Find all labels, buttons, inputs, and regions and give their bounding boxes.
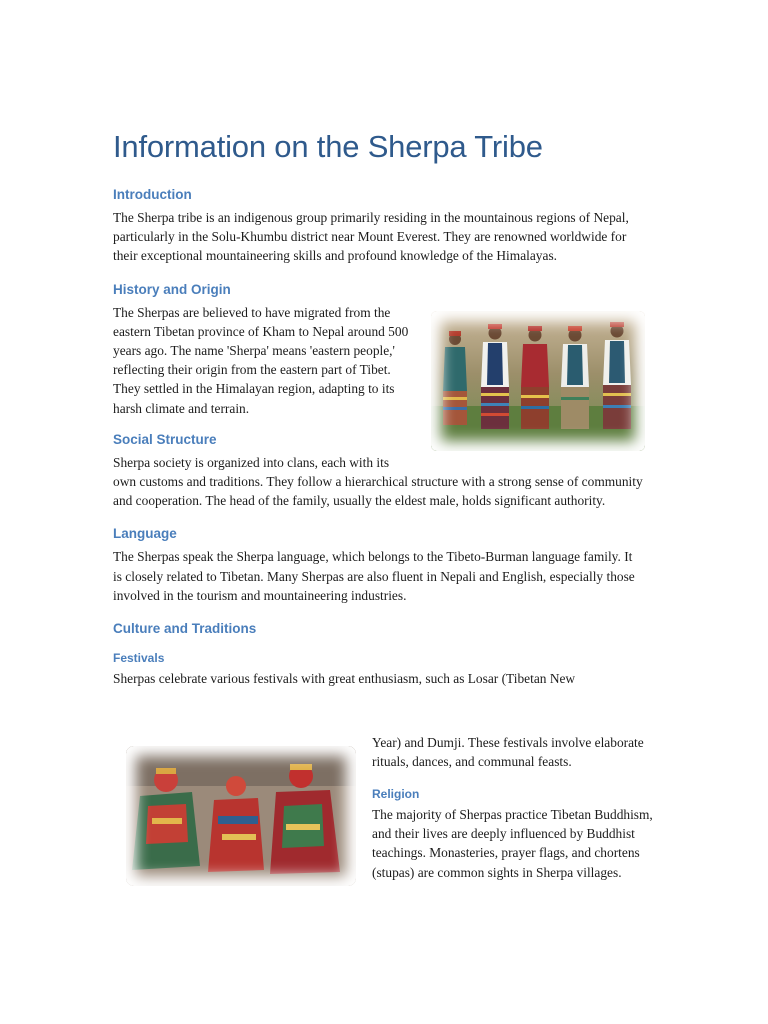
festivals-wrap-column [372, 785, 654, 882]
festivals-section [113, 649, 643, 688]
festivals-heading: Festivals [113, 651, 165, 666]
document-page [113, 126, 643, 688]
history-section [113, 280, 643, 418]
language-text: The Sherpas speak the Sherpa language, which belongs to the Tibeto-Burman language family. It is closely related to Tibetan. Many Sherpas are also fluent in Nepali and English, especially those involved in the tourism and mountaineering industries. [113, 549, 635, 603]
religion-text: The majority of Sherpas practice Tibetan Buddhism, and their lives are deeply influenced by Buddhist teachings. Monasteries, prayer flags, and chortens (stupas) are common sights in Sherpa villages. [372, 807, 653, 880]
women-photo [431, 311, 645, 451]
religion-heading: Religion [372, 787, 420, 801]
history-text: The Sherpas are believed to have migrated from the eastern Tibetan province of Kham to Nepal around 500 years ago. The name 'Sherpa' means 'eastern people,' reflecting their origin from the eastern part of Tibet. They settled in the Himalayan region, adapting to its harsh climate and terrain. [113, 304, 409, 416]
festivals-text: Sherpas celebrate various festivals with great enthusiasm, such as Losar (Tibetan New [113, 671, 576, 687]
social-heading: Social Structure [113, 431, 217, 447]
introduction-text: The Sherpa tribe is an indigenous group primarily residing in the mountainous regions of Nepal, particularly in the Solu-Khumbu district near Mount Everest. They are renowned worldwide for their exceptional mountaineering skills and profound knowledge of the Himalayas. [113, 210, 629, 264]
history-heading: History and Origin [113, 281, 231, 297]
language-heading: Language [113, 526, 177, 542]
language-section [113, 524, 643, 605]
culture-section [113, 619, 643, 639]
culture-heading: Culture and Traditions [113, 621, 257, 637]
festivals-text-start [113, 669, 643, 688]
dancers-photo [126, 746, 356, 886]
festivals-text-rest: Year) and Dumji. These festivals involve elaborate rituals, dances, and communal feasts. [372, 735, 644, 770]
social-text: Sherpa society is organized into clans, each with its own customs and traditions. They follow a hierarchical structure with a strong sense of community and cooperation. The head of the family, usually the eldest male, holds significant authority. [113, 454, 643, 509]
introduction-heading: Introduction [113, 187, 192, 202]
page-title: Information on the Sherpa Tribe [113, 129, 543, 164]
introduction-section [113, 185, 643, 266]
festivals-text-column [372, 733, 654, 771]
